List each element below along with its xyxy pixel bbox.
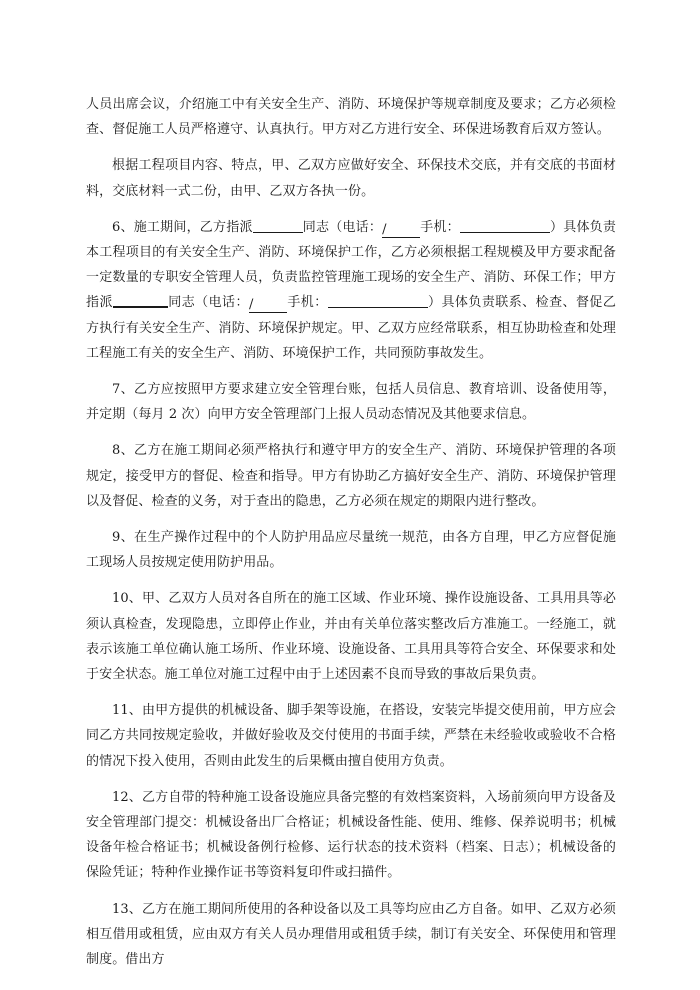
- paragraph-item-13: 13、乙方在施工期间所使用的各种设备以及工具等均应由乙方自备。如甲、乙双方必须相互借用或租赁，应由双方有关人员办理借用或租赁手续，制订有关安全、环保使用和管理制度。借出方: [86, 901, 616, 968]
- paragraph-item-10: 10、甲、乙双方人员对各自所在的施工区域、作业环境、操作设施设备、工具用具等必须认真检查，发现隐患，立即停止作业，并由有关单位落实整改后方准施工。一经施工，就表示该施工单位确认施工场所、作业环境、设施设备、工具用具等符合安全、环保要求和处于安全状态。施工单位对施工过程中由于上述因素不良而导致的事故后果负责。: [86, 591, 616, 683]
- item-6-text-c: 手机：: [420, 219, 460, 235]
- party-a-mobile-blank: [328, 293, 428, 308]
- document-page: [86, 92, 616, 983]
- item-6-text-d: ）具体负责本工程项目的有关安全生产、消防、环境保护工作，乙方必须根据工程规模及甲方要求配备一定数量的专职安全管理人员，负责监控管理施工现场的安全生产、消防、环保工作；甲方指派: [86, 219, 616, 311]
- paragraph-item-9: 9、在生产操作过程中的个人防护用品应尽量统一规范，由各方自理，甲乙方应督促施工现场人员按规定使用防护用品。: [86, 530, 616, 571]
- party-a-contact-name-blank: [113, 292, 168, 308]
- party-b-mobile-blank: [460, 218, 550, 233]
- party-b-phone-blank: /: [382, 223, 420, 238]
- item-6-text-b: 同志（电话：: [302, 219, 383, 235]
- paragraph-item-11: 11、由甲方提供的机械设备、脚手架等设施，在搭设，安装完毕提交使用前，甲方应会同乙方共同按规定验收，并做好验收及交付使用的书面手续，严禁在未经验收或验收不合格的情况下投入使用，否则由此发生的后果概由擅自使用方负责。: [86, 703, 616, 769]
- item-6-text-e: 同志（电话：: [167, 295, 249, 311]
- item-6-text-g: ）具体负责联系、检查、督促乙方执行有关安全生产、消防、环境保护规定。甲、乙双方应经常联系，相互协助检查和处理工程施工有关的安全生产、消防、环境保护工作，共同预防事故发生。: [86, 295, 616, 361]
- paragraph-item-8: 8、乙方在施工期间必须严格执行和遵守甲方的安全生产、消防、环境保护管理的各项规定，接受甲方的督促、检查和指导。甲方有协助乙方搞好安全生产、消防、环境保护管理以及督促、检查的义务，对于查出的隐患，乙方必须在规定的期限内进行整改。: [86, 443, 616, 509]
- party-a-phone-blank: /: [249, 298, 287, 313]
- paragraph-item-7: 7、乙方应按照甲方要求建立安全管理台账，包括人员信息、教育培训、设备使用等，并定期（每月 2 次）向甲方安全管理部门上报人员动态情况及其他要求信息。: [86, 382, 616, 423]
- item-6-text-a: 6、施工期间，乙方指派: [112, 219, 253, 235]
- paragraph-item-6: [86, 215, 616, 366]
- party-b-contact-name-blank: [253, 218, 303, 233]
- paragraph-technical-briefing: 根据工程项目内容、特点，甲、乙双方应做好安全、环保技术交底，并有交底的书面材料，交底材料一式二份，由甲、乙双方各执一份。: [86, 158, 616, 199]
- item-6-text-f: 手机：: [286, 295, 328, 311]
- paragraph-item-12: 12、乙方自带的特种施工设备设施应具备完整的有效档案资料，入场前须向甲方设备及安全管理部门提交：机械设备出厂合格证；机械设备性能、使用、维修、保养说明书；机械设备年检合格证书；机械设备例行检修、运行状态的技术资料（档案、日志）；机械设备的保险凭证；特种作业操作证书等资料复印件或扫描件。: [86, 789, 616, 881]
- paragraph-meeting-continued: 人员出席会议，介绍施工中有关安全生产、消防、环境保护等规章制度及要求；乙方必须检查、督促施工人员严格遵守、认真执行。甲方对乙方进行安全、环保进场教育后双方签认。: [86, 97, 616, 138]
